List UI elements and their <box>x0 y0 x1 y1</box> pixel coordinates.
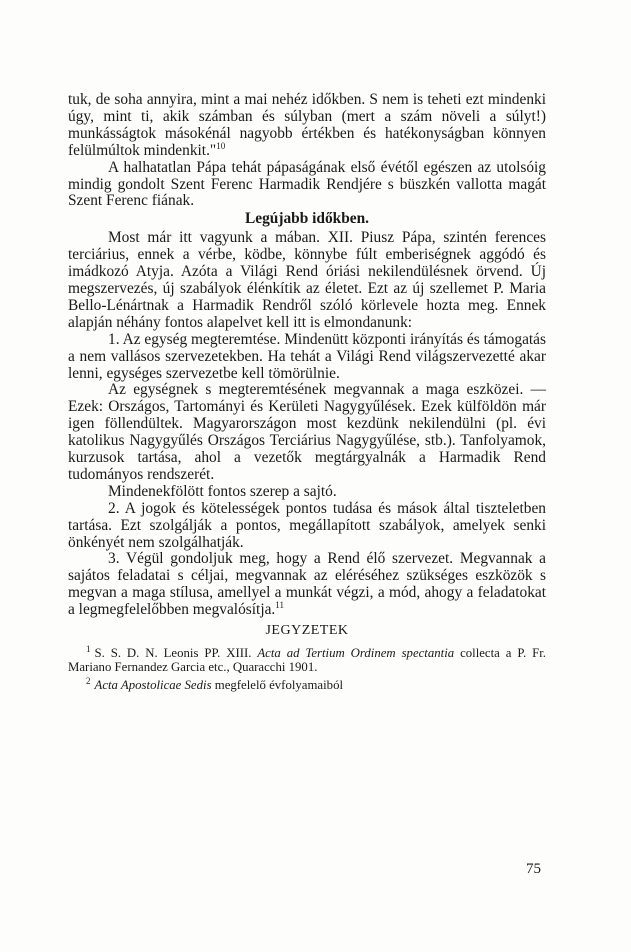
paragraph: Mindenekfölött fontos szerep a sajtó. <box>108 482 337 500</box>
paragraph-text: 3. Végül gondoljuk meg, hogy a Rend élő szervezet. Megvannak a sajátos feladatai s céljai, megvannak az eléréséhez szükséges eszközök s megvan a maga stílusa, amellyel a munkát végzi, a mód, ahogy a feladatokat a legmegfelelőbben megvalósítja. <box>68 550 546 619</box>
paragraph: 2. A jogok és kötelességek pontos tudása és mások által tiszteletben tartása. Ezt szolgálják a pontos, megállapított szabályok, amelyek senki önkényét nem szolgálhatják. <box>68 499 546 551</box>
section-heading: Legújabb időkben. <box>244 210 370 228</box>
paragraph: 1. Az egység megteremtése. Mindenütt központi irányítás és támogatás a nem vallásos szervezetekben. Ha tehát a Világi Rend világszervezetté akar lenni, egységes szervezetbe kell tömörülnie. <box>68 330 546 382</box>
footnote-mark: 1 <box>86 644 91 654</box>
page-number: 75 <box>526 861 541 877</box>
footnote-text: collecta a P. Fr. Mariano Fernandez Garcia etc., Quaracchi 1901. <box>68 646 546 675</box>
footnote-reference: 10 <box>216 140 226 151</box>
footnote-title: Acta Apostolicae Sedis <box>94 678 212 693</box>
paragraph-text: tuk, de soha annyira, mint a mai nehéz időkben. S nem is teheti ezt mindenki úgy, mint ti, akik számban és súlyban (mert a szám növeli a súlyt!) munkásságtok másokénál nagyobb értékben és hatékonyságban könnyen felülmúltok mindenkit." <box>68 91 546 159</box>
paragraph: Most már itt vagyunk a mában. XII. Piusz Pápa, szintén ferences terciárius, ennek a vérbe, ködbe, könnybe fúlt emberiségnek aggódó és imádkozó Atyja. Azóta a Világi Rend óriási nekilendülésnek örvend. Új megszervezés, új szabályok élénkítik az életet. Ezt az új szellemet P. Maria Bello-Lénártnak a Harmadik Rendről szóló körlevele hozta meg. Ennek alapján néhány fontos alapelvet kell itt is elmondanunk: <box>68 229 546 331</box>
paragraph: A halhatatlan Pápa tehát pápaságának első évétől egészen az utolsóig mindig gondolt Szent Ferenc Harmadik Rendjére s büszkén vallotta magát Szent Ferenc fiának. <box>68 158 546 210</box>
footnote-reference: 11 <box>275 600 284 611</box>
paragraph <box>68 551 546 619</box>
footnote-title: Acta ad Tertium Ordinem spectantia <box>257 646 455 660</box>
paragraph-continuation <box>68 92 546 160</box>
footnote-2 <box>68 674 546 692</box>
paragraph: Az egységnek s megteremtésének megvannak a maga eszközei. — Ezek: Országos, Tartományi és Kerületi Nagygyűlések. Ezek külföldön már igen föllendültek. Magyarországon most kezdünk nekilendülni (pl. évi katolikus Nagygyűlés Országos Terciárius Nagygyűlése, stb.). Tanfolyamok, kurzusok tartása, ahol a vezetők megtárgyalnák a Harmadik Rend tudományos rendszerét. <box>68 381 546 483</box>
footnote-text: megfelelő évfolyamaiból <box>211 678 344 693</box>
footnote-text: S. S. D. N. Leonis PP. XIII. <box>94 646 258 660</box>
footnote-mark: 2 <box>86 676 91 687</box>
footnote-1 <box>68 642 546 674</box>
main-text <box>68 92 546 693</box>
notes-title: JEGYZETEK <box>265 623 349 639</box>
